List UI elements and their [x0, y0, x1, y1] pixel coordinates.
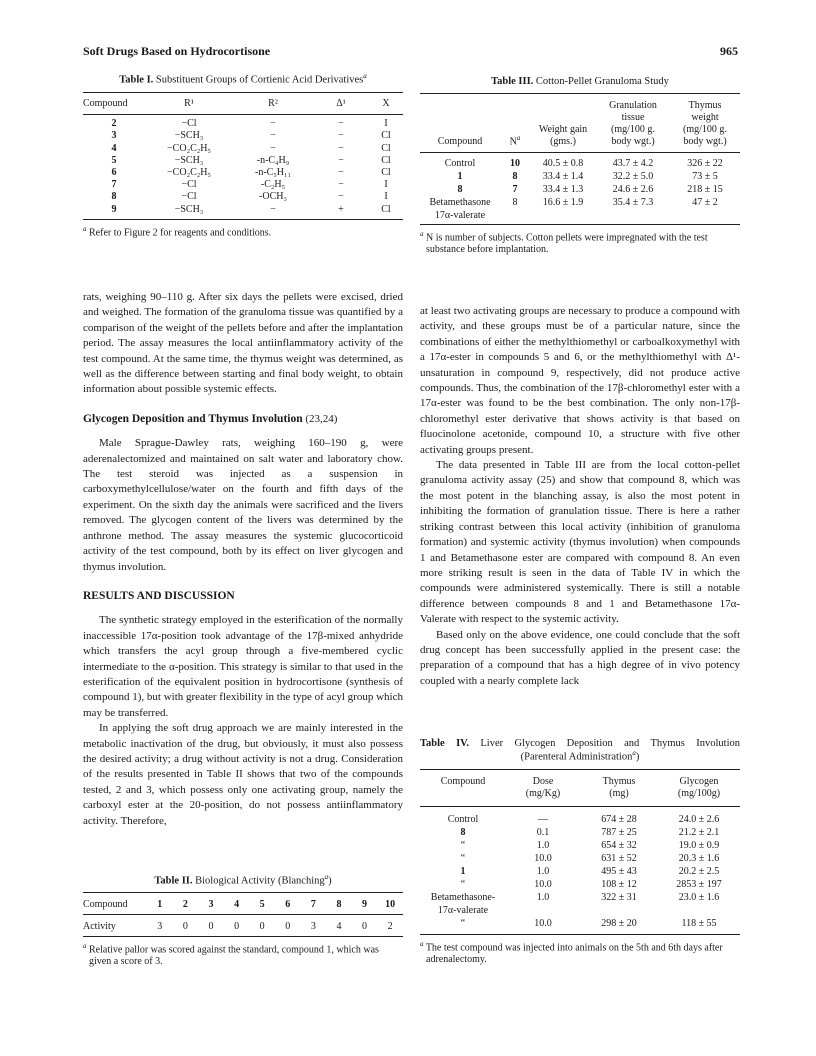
table2-activity-cell: 0: [285, 921, 291, 932]
table2-activity-cell: 0: [234, 921, 240, 932]
table-row: [420, 196, 740, 209]
table-row: [420, 891, 740, 904]
table1-header-rule: [83, 114, 403, 115]
table1-cell: −: [270, 142, 276, 154]
table2-grid-2: [83, 919, 403, 933]
left-paragraph-1: rats, weighing 90–110 g. After six days the pellets were excised, dried and weighed. The formation of the granuloma tissue was quantified by a comparison of the weight of the pellets before and after the implantation period. The assay measures the local antiinflammatory activity of the test compound. At the same time, the thymus weight was determined, as well as the difference between starting and final body weight, to obtain information about possible systemic effects.: [83, 291, 403, 396]
table3-cell: 7: [512, 184, 518, 195]
table2-title: Biological Activity (Blanching: [195, 875, 325, 887]
table4-cell: “: [460, 918, 466, 929]
right-paragraph-3: Based only on the above evidence, one could conclude that the soft drug concept has been successfully applied in the present case: the preparation of a compound that has a high degree of in vivo potency coupled with a nearly complete lack: [420, 628, 740, 687]
section-heading-glycogen: [83, 412, 403, 427]
table4-header-rule: [420, 806, 740, 807]
table3-cell: 33.4 ± 1.4: [542, 171, 584, 182]
table4-cell: 20.2 ± 2.5: [678, 866, 720, 877]
table-row: [420, 183, 740, 196]
table1-col-delta: Δ¹: [336, 98, 346, 109]
table3-header: [420, 100, 740, 148]
table3-col-compound: Compound: [437, 136, 483, 147]
table4-footnote-text: The test compound was injected into animals on the 5th and 6th days after adrenalectomy.: [425, 942, 723, 965]
table3-body: [420, 157, 740, 222]
table1-cell: −: [270, 203, 276, 215]
table2-row-label: Compound: [83, 899, 128, 910]
table3-cell: 326 ± 22: [687, 158, 723, 169]
table-row: [83, 155, 403, 167]
table1-cell: I: [384, 118, 388, 130]
table4-cell: 298 ± 20: [601, 918, 637, 929]
table1-cell: −Cl: [181, 191, 197, 203]
table2-compound-cell: 3: [208, 899, 214, 910]
table1-grid: [83, 96, 403, 110]
table1-cell: Cl: [381, 166, 391, 178]
table4-cell: 1.0: [536, 866, 550, 877]
table2-activity-cell: 2: [387, 921, 393, 932]
table1-title-note: a: [363, 72, 367, 80]
table4-cell: “: [460, 840, 466, 851]
table-row: [83, 203, 403, 215]
table3-footnote-text: N is number of subjects. Cotton pellets were impregnated with the test substance before implantation.: [426, 232, 708, 255]
table2-compound-cell: 2: [182, 899, 188, 910]
table2-title-note: a: [324, 873, 329, 881]
section-refs: (23,24): [305, 412, 338, 425]
table1-top-rule: [83, 92, 403, 93]
table3-cell: 43.7 ± 4.2: [612, 158, 654, 169]
table1-cell: -n-C₅H₁₁: [254, 166, 291, 178]
table2-activity-cell: 3: [157, 921, 163, 932]
table4-cell: 1.0: [536, 892, 550, 903]
table1-cell: 4: [111, 142, 117, 154]
table-row: [83, 179, 403, 191]
table4-cell: 10.0: [534, 853, 552, 864]
table3-col-weight: Weight gain (gms.): [538, 124, 588, 147]
table2-footnote: [83, 941, 403, 967]
table-row: [83, 167, 403, 179]
table1-cell: Cl: [381, 154, 391, 166]
table1-cell: −: [338, 166, 344, 178]
table2-title-end: ): [328, 875, 332, 887]
table2-top-rule: [83, 892, 403, 893]
table3-cell: 8: [512, 171, 518, 182]
table-row: [420, 852, 740, 865]
table4-title-end: ): [635, 751, 640, 763]
table4-footnote-mark: a: [420, 940, 424, 948]
table2-caption: [83, 873, 403, 887]
table2-activity-cell: 4: [336, 921, 342, 932]
table4-cell: 0.1: [536, 827, 550, 838]
table2-activity-cell: 0: [362, 921, 368, 932]
table1-cell: −: [270, 118, 276, 130]
left-paragraph-2: Male Sprague-Dawley rats, weighing 160–190 g, were aderenalectomized and maintained on salt water and laboratory chow. The test steroid was injected as a suspension in carboxymethylcellulose/water on the fourth and fifth days of the experiment. On the sixth day the animals were sacrificed and the livers removed. The glycogen content of the livers was determined by the anthrone method. The assay measures the systemic glucocorticoid activity of the test compound, both by its effect on liver glycogen and thymus involution.: [83, 437, 403, 573]
table1-cell: 3: [111, 130, 117, 142]
table1-cell: −CO₂C₂H₅: [167, 142, 211, 154]
table4-cell: 1.0: [536, 840, 550, 851]
table1-header-row: [83, 96, 403, 110]
table3-bottom-rule: [420, 224, 740, 225]
table3-cell: 10: [510, 158, 520, 169]
table1-cell: −Cl: [181, 179, 197, 191]
table-row: [420, 878, 740, 891]
table4-label: Table IV.: [420, 738, 470, 749]
table3-footnote-mark: a: [420, 230, 424, 238]
table4-cell: 787 ± 25: [601, 827, 637, 838]
table3-header-rule: [420, 152, 740, 153]
table-row: [420, 157, 740, 170]
table4-cell: [580, 904, 658, 917]
table4-cell: 20.3 ± 1.6: [678, 853, 720, 864]
table-row: [420, 826, 740, 839]
table4-cell: 19.0 ± 0.9: [678, 840, 720, 851]
running-header: Soft Drugs Based on Hydrocortisone: [83, 44, 271, 58]
table4-col-thymus: Thymus (mg): [602, 776, 636, 799]
table-row: [420, 170, 740, 183]
table3-cell: 8: [457, 184, 463, 195]
table2: [83, 892, 403, 967]
table1-cell: −: [338, 154, 344, 166]
table-row: [83, 118, 403, 130]
table4-cell: 495 ± 43: [601, 866, 637, 877]
table3-cell: 218 ± 15: [687, 184, 723, 195]
table1-cell: −CO₂C₂H₅: [167, 166, 211, 178]
table1-footnote-text: Refer to Figure 2 for reagents and conditions.: [89, 226, 272, 238]
table1-footnote-mark: a: [83, 224, 87, 233]
table1-cell: −: [338, 142, 344, 154]
table4-caption: [420, 738, 740, 763]
table4-cell: Control: [447, 814, 479, 825]
table2-activity-cell: 0: [208, 921, 214, 932]
table4-cell: 23.0 ± 1.6: [678, 892, 720, 903]
table3-cell: 47 ± 2: [692, 197, 718, 208]
table-row: [420, 865, 740, 878]
table4-cell: “: [460, 879, 466, 890]
table1-footnote: [83, 224, 403, 239]
table1-cell: I: [384, 191, 388, 203]
table1-cell: 7: [111, 179, 117, 191]
table4-cell: [658, 904, 740, 917]
right-column: [420, 304, 740, 689]
table4-col-glycogen: Glycogen (mg/100g): [677, 776, 721, 799]
table3-cell: 8: [512, 197, 518, 208]
table4-cell: 674 ± 28: [601, 814, 637, 825]
table3-col-n: $N^a$: [509, 133, 521, 147]
table4-cell: 118 ± 55: [681, 918, 717, 929]
table1-cell: 8: [111, 191, 117, 203]
table3-label: Table III.: [491, 76, 534, 87]
table4-cell: 24.0 ± 2.6: [678, 814, 720, 825]
table4-cell: 108 ± 12: [601, 879, 637, 890]
table4-cell: —: [538, 814, 548, 825]
table1-cell: −Cl: [181, 118, 197, 130]
table2-row-label: Activity: [83, 921, 116, 932]
table1-cell: −: [338, 130, 344, 142]
table2-activity-row: [83, 919, 403, 933]
table-row: [420, 813, 740, 826]
table1-col-r1: R¹: [184, 98, 194, 109]
table2-compound-row: [83, 897, 403, 911]
table1-cell: −: [338, 191, 344, 203]
table2-compound-cell: 5: [259, 899, 265, 910]
table4-bottom-rule: [420, 934, 740, 935]
table3-col-granulation: Granulation tissue (mg/100 g. body wgt.): [609, 100, 657, 147]
table4-col-dose: Dose (mg/Kg): [525, 776, 561, 799]
table3-footnote: [420, 229, 740, 255]
table4-title: Liver Glycogen Deposition and Thymus Involution: [480, 738, 740, 749]
section-heading-results: RESULTS AND DISCUSSION: [83, 589, 235, 602]
table4-top-rule: [420, 769, 740, 770]
table4-cell: 17α-valerate: [437, 905, 489, 916]
table2-compound-cell: 1: [157, 899, 163, 910]
left-paragraph-4: In applying the soft drug approach we are mainly interested in the metabolic inactivation of the drug, but obviously, it must also possess the desired activity; a drug without activity is not a drug. Consideration of the results presented in Table II shows that two of the compounds tested, 2 and 3, which possess only one activating group, namely the carboxyl ester at the 20-position, do not possess antiinflammatory activity. Therefore,: [83, 722, 403, 827]
table4-header: [420, 776, 740, 800]
table2-activity-cell: 3: [310, 921, 316, 932]
table2-compound-cell: 7: [310, 899, 316, 910]
left-paragraph-3: The synthetic strategy employed in the esterification of the normally inaccessible 17α-position took advantage of the 17β-mixed anhydride which transfers the acyl group through a five-membered cyclic intermediate to the α-position. This strategy is similar to that used in the esterification of the equivalent position in hydrocortisone (synthesis of compound 1), but with greater flexibility in the type of acyl group which may be transferred.: [83, 614, 403, 719]
table2-footnote-text: Relative pallor was scored against the standard, compound 1, which was given a score of 3.: [89, 944, 379, 967]
table2-compound-cell: 4: [234, 899, 240, 910]
table3-col-thymus: Thymus weight (mg/100 g. body wgt.): [683, 100, 727, 147]
table4-cell: 322 ± 31: [601, 892, 637, 903]
table1-cell: 5: [111, 154, 117, 166]
table3-cell: 17α-valerate: [434, 210, 486, 221]
table1-cell: −: [338, 179, 344, 191]
table1-cell: -n-C₄H₉: [256, 154, 290, 166]
table1-cell: Cl: [381, 142, 391, 154]
table1-cell: I: [384, 179, 388, 191]
table-row: [83, 191, 403, 203]
table4-title-2: (Parenteral Administration: [520, 751, 633, 763]
table3-cell: 33.4 ± 1.3: [542, 184, 584, 195]
table-row: [83, 142, 403, 154]
table-row: [420, 917, 740, 930]
table3-cell: 16.6 ± 1.9: [542, 197, 584, 208]
page-number: 965: [720, 44, 738, 58]
right-paragraph-1: at least two activating groups are necessary to produce a compound with activity, and these groups must be of a particular nature, since the combinations of either the methylthiomethyl or carboalkoxymethyl with a 17α-ester in compounds 5 and 6, or the methylthiomethyl with Δ¹-unsaturation in compound 9, respectively, did not produce active compounds. Thus, the combination of the 17β-chloromethyl ester with a 17α-ester was found to be the best combination. The only non-17β-chloromethyl ester derivative that shows activity is that based on fluocinolone acetonide, compound 10, a structure with five other activating groups present.: [420, 305, 740, 456]
table3-caption: [420, 76, 740, 87]
table1-cell: 6: [111, 166, 117, 178]
table1-cell: +: [338, 203, 344, 215]
table4-cell: 1: [460, 866, 466, 877]
table4-cell: 2853 ± 197: [676, 879, 722, 890]
table4-cell: “: [460, 853, 466, 864]
table1: [83, 92, 403, 238]
section-title-glycogen: Glycogen Deposition and Thymus Involution: [83, 412, 303, 425]
table3-cell: 73 ± 5: [692, 171, 718, 182]
table1-cell: −SCH₃: [174, 130, 204, 142]
table1-bottom-rule: [83, 219, 403, 220]
table1-caption: [83, 72, 403, 86]
table3-cell: 1: [457, 171, 463, 182]
table1-body: [83, 118, 403, 216]
table1-col-x: X: [382, 98, 390, 109]
table4-cell: [506, 904, 580, 917]
table2-grid: [83, 897, 403, 911]
table4-header-row: [420, 776, 740, 800]
table1-cell: −: [338, 118, 344, 130]
table2-compound-cell: 6: [285, 899, 291, 910]
table1-cell: -OCH₃: [259, 191, 287, 203]
table3-header-row: [420, 100, 740, 148]
table3-cell: 35.4 ± 7.3: [612, 197, 654, 208]
left-column: [83, 290, 403, 829]
table4-cell: 21.2 ± 2.1: [678, 827, 720, 838]
table-row: [83, 130, 403, 142]
table3-cell: 40.5 ± 0.8: [542, 158, 584, 169]
table3-title: Cotton-Pellet Granuloma Study: [535, 76, 669, 87]
table-row: [420, 904, 740, 917]
table4-cell: 8: [460, 827, 466, 838]
table4-footnote: [420, 939, 740, 965]
table1-col-r2: R²: [268, 98, 278, 109]
table1-label: Table I.: [119, 74, 154, 86]
table1-col-compound: Compound: [83, 98, 128, 109]
table4-body: [420, 813, 740, 930]
table2-label: Table II.: [154, 875, 193, 887]
table4-cell: 631 ± 52: [601, 853, 637, 864]
table4-cell: 10.0: [534, 879, 552, 890]
table2-mid-rule: [83, 914, 403, 915]
table2-footnote-mark: a: [83, 942, 87, 950]
table4-title-note: a: [632, 749, 636, 757]
table2-bottom-rule: [83, 936, 403, 937]
table1-cell: Cl: [381, 130, 391, 142]
right-paragraph-2: The data presented in Table III are from the local cotton-pellet granuloma activity assay (25) and show that compound 8, which was the most potent in the blanching assay, is also the most potent in inhibiting the formation of granulation tissue. There is here a rather striking contrast between this local activity (inhibition of granuloma formation) and systemic activity (thymus involution) when compounds 1 and Betamethasone ester are compared with compound 8. An even more striking result is seen in the data of Table IV in which the compounds were administered systemically. There is still a notable difference between compounds 8 and 1 and Betamethasone 17α-Valerate with respect to the systemic activity.: [420, 459, 740, 626]
table1-cell: Cl: [381, 203, 391, 215]
table3-row-cont: [420, 209, 740, 222]
table1-cell: 2: [111, 118, 117, 130]
table3-cell: Betamethasone: [429, 197, 491, 208]
table1-title: Substituent Groups of Cortienic Acid Derivatives: [155, 74, 364, 86]
table3-cell: 32.2 ± 5.0: [612, 171, 654, 182]
table1-cell: 9: [111, 203, 117, 215]
table1-cell: -C₂H₅: [260, 179, 286, 191]
table1-cell: −SCH₃: [174, 203, 204, 215]
table4-cell: 654 ± 32: [601, 840, 637, 851]
table2-compound-cell: 10: [385, 899, 396, 910]
table1-cell: −SCH₃: [174, 154, 204, 166]
table4: [420, 769, 740, 965]
table3: [420, 93, 740, 255]
table3-cell: 24.6 ± 2.6: [612, 184, 654, 195]
table4-cell: 10.0: [534, 918, 552, 929]
table3-top-rule: [420, 93, 740, 94]
table4-cell: Betamethasone-: [430, 892, 496, 903]
table2-activity-cell: 0: [182, 921, 188, 932]
table4-col-compound: Compound: [440, 776, 486, 787]
table2-compound-cell: 8: [336, 899, 342, 910]
table2-compound-cell: 9: [362, 899, 368, 910]
table-row: [420, 839, 740, 852]
table1-cell: −: [270, 130, 276, 142]
table3-cell: Control: [444, 158, 476, 169]
table2-activity-cell: 0: [259, 921, 265, 932]
